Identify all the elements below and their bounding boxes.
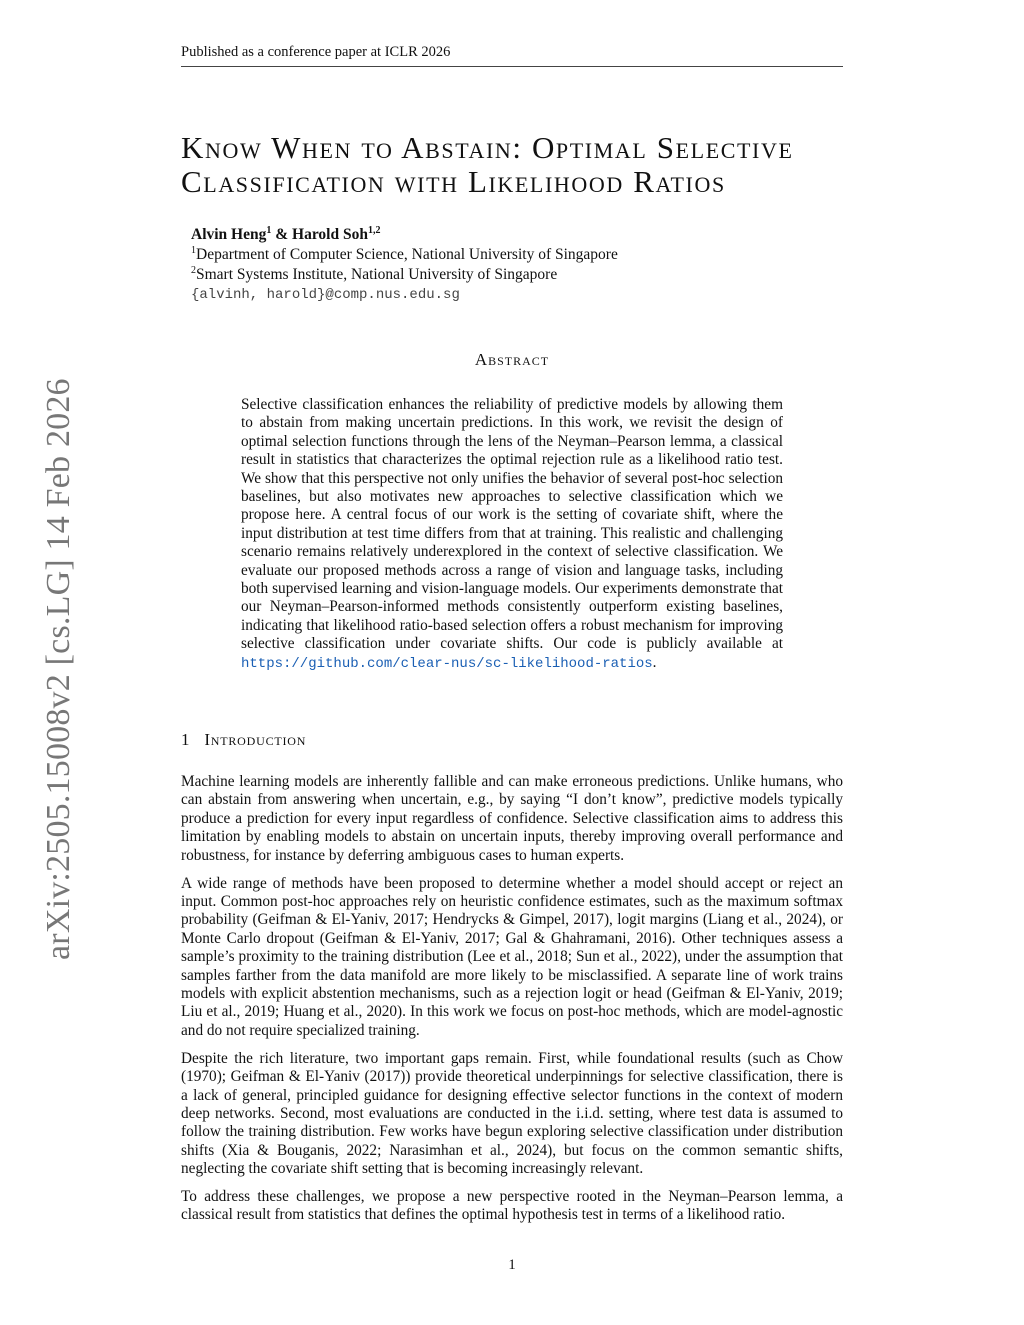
- abstract-text: Selective classification enhances the reliability of predictive models by allowing them to abstain from making uncertain predictions. In this work, we revisit the design of optimal selection functions through the lens of the Neyman–Pearson lemma, a classical result in statistics that characterizes the optimal rejection rule as a likelihood ratio test. We show that this perspective not only unifies the behavior of several post-hoc selection baselines, but also motivates new approaches to selective classification which we propose here. A central focus of our work is the setting of covariate shift, where the input distribution at test time differs from that at training. This realistic and challenging scenario remains relatively underexplored in the context of selective classification. We evaluate our proposed methods across a range of vision and language tasks, including both supervised learning and vision-language models. Our experiments demonstrate that our Neyman–Pearson-informed methods consistently outperform existing baselines, indicating that likelihood ratio-based selection offers a robust mechanism for improving selective classification under covariate shifts. Our code is publicly available at: [241, 396, 783, 653]
- introduction-body: [181, 773, 843, 1234]
- abstract-heading: Abstract: [474, 350, 550, 369]
- abstract-end-punctuation: .: [652, 653, 657, 671]
- affiliation-1-text: Department of Computer Science, National University of Singapore: [196, 246, 618, 263]
- author-separator: &: [271, 226, 293, 243]
- affiliation-1-mark: 1: [191, 244, 196, 256]
- title-line-2: Classification with Likelihood Ratios: [181, 164, 726, 199]
- abstract-body: [241, 396, 783, 673]
- author-1-affiliation-mark: 1: [266, 224, 272, 236]
- title-line-1: Know When to Abstain: Optimal Selective: [181, 130, 794, 165]
- section-title: Introduction: [204, 730, 307, 749]
- author-block: [191, 225, 618, 305]
- paper-title: [181, 131, 861, 199]
- code-repository-link[interactable]: https://github.com/clear-nus/sc-likelihood-ratios: [241, 655, 653, 672]
- arxiv-identifier: arXiv:2505.15008v2 [cs.LG] 14 Feb 2026: [40, 378, 77, 960]
- paragraph: Despite the rich literature, two important gaps remain. First, while foundational results (such as Chow (1970); Geifman & El-Yaniv (2017)) provide theoretical underpinnings for selective classification, there is a lack of general, principled guidance for designing effective selector functions in the context of modern deep networks. Second, most evaluations are conducted in the i.i.d. setting, where test data is assumed to follow the training distribution. Few works have begun exploring selective classification under distribution shifts (Xia & Bouganis, 2022; Narasimhan et al., 2024), but focus on the common semantic shifts, neglecting the covariate shift setting that is becoming increasingly relevant.: [181, 1049, 843, 1178]
- author-2-affiliation-mark: 1,2: [367, 224, 381, 236]
- author-emails: {alvinh, harold}@comp.nus.edu.sg: [191, 287, 460, 303]
- author-name-2: Harold Soh: [292, 226, 368, 243]
- paragraph: Machine learning models are inherently fallible and can make erroneous predictions. Unlike humans, who can abstain from answering when uncertain, e.g., by saying “I don’t know”, predictive models typically produce a prediction for every input regardless of confidence. Selective classification aims to address this limitation by enabling models to abstain on uncertain inputs, thereby improving overall performance and robustness, for instance by deferring ambiguous cases to human experts.: [181, 773, 843, 864]
- section-heading-introduction: [181, 730, 306, 750]
- section-number: 1: [181, 730, 191, 749]
- affiliation-2: [191, 265, 618, 285]
- affiliation-1: [191, 245, 618, 265]
- author-names: [191, 225, 618, 245]
- author-name-1: Alvin Heng: [191, 226, 267, 243]
- running-header: Published as a conference paper at ICLR 2026: [181, 44, 843, 67]
- affiliation-2-mark: 2: [191, 264, 196, 276]
- paragraph: To address these challenges, we propose a new perspective rooted in the Neyman–Pearson lemma, a classical result from statistics that defines the optimal hypothesis test in terms of a likelihood ratio.: [181, 1188, 843, 1224]
- page-number: 1: [508, 1257, 516, 1273]
- affiliation-2-text: Smart Systems Institute, National University of Singapore: [196, 266, 558, 283]
- paragraph: A wide range of methods have been proposed to determine whether a model should accept or reject an input. Common post-hoc approaches rely on heuristic confidence estimates, such as the maximum softmax probability (Geifman & El-Yaniv, 2017; Hendrycks & Gimpel, 2017), logit margins (Liang et al., 2024), or Monte Carlo dropout (Geifman & El-Yaniv, 2017; Gal & Ghahramani, 2016). Other techniques assess a sample’s proximity to the training distribution (Lee et al., 2018; Sun et al., 2022), under the assumption that samples farther from the data manifold are more likely to be misclassified. A separate line of work trains models with explicit abstention mechanisms, such as a rejection logit or head (Geifman & El-Yaniv, 2019; Liu et al., 2019; Huang et al., 2020). In this work we focus on post-hoc methods, which are model-agnostic and do not require specialized training.: [181, 874, 843, 1039]
